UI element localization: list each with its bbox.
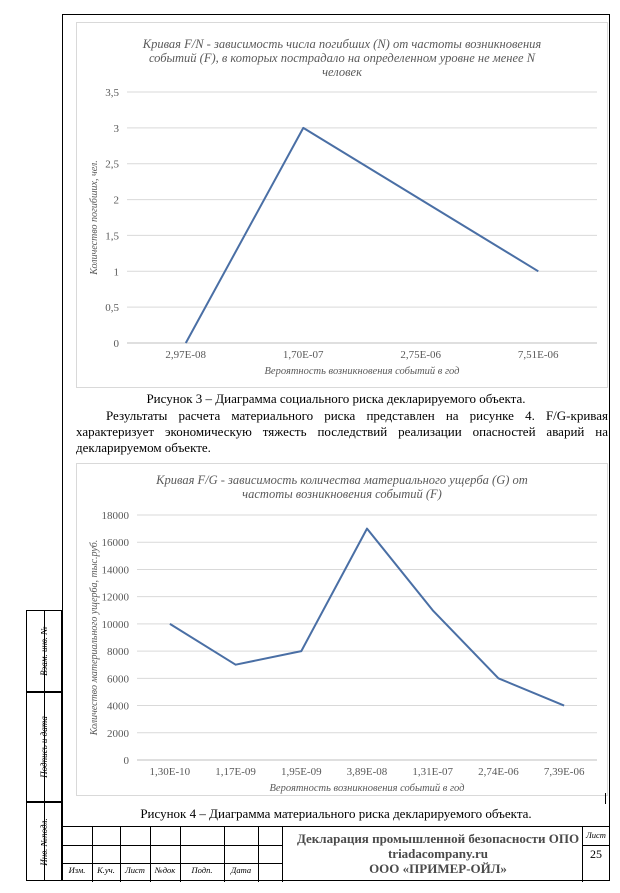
chart-fg-series-line xyxy=(170,529,564,706)
chart-fn-y-tick-label: 0,5 xyxy=(105,302,119,315)
chart-fg-title-line: Кривая F/G - зависимость количества материального ущерба (G) от xyxy=(156,473,528,487)
chart-fg-x-tick-label: 7,39E-06 xyxy=(543,766,585,778)
chart-fg-title-line: частоты возникновения событий (F) xyxy=(242,487,442,501)
chart-fn-x-tick-label: 2,97E-08 xyxy=(165,349,207,361)
stamp-label-sheet: Лист xyxy=(125,865,145,875)
chart-fg-y-tick-label: 14000 xyxy=(101,564,129,577)
chart-fn-y-tick-label: 3,5 xyxy=(105,87,119,99)
chart-fg-x-tick-label: 1,31E-07 xyxy=(412,766,454,778)
body-paragraph-text: Результаты расчета материального риска представлен на рисунке 4. F/G-кривая характеризует экономическую тяжесть последствий реализации опасностей аварий на декларируемом объекте. xyxy=(76,408,608,455)
chart-fn xyxy=(76,22,608,388)
title-block xyxy=(62,826,610,882)
chart-fg-x-axis-label: Вероятность возникновения событий в год xyxy=(269,783,465,794)
chart-fn-x-axis-label: Вероятность возникновения событий в год xyxy=(264,366,460,377)
stamp-label-change: Изм. xyxy=(68,865,86,875)
chart-fg-y-tick-label: 16000 xyxy=(101,537,129,550)
chart-fg-x-tick-label: 1,30E-10 xyxy=(149,766,191,778)
chart-fn-y-tick-label: 2 xyxy=(113,194,119,207)
chart-fn-x-tick-label: 1,70E-07 xyxy=(282,349,324,361)
chart-fn-y-tick-label: 1,5 xyxy=(105,230,119,243)
chart-fn-y-axis-label: Количество погибших, чел. xyxy=(89,160,100,275)
side-label: Подпись и дата xyxy=(39,716,49,778)
stamp-label-date: Дата xyxy=(230,865,252,875)
chart-fn-y-tick-label: 2,5 xyxy=(105,158,119,171)
chart-fg-x-tick-label: 1,17E-09 xyxy=(215,766,256,778)
chart-fg-y-axis-label: Количество материального ущерба, тыс.руб. xyxy=(89,539,100,736)
chart-fg-plot xyxy=(77,464,609,797)
chart-fg-y-tick-label: 0 xyxy=(123,755,129,767)
stamp-label-signature: Подп. xyxy=(191,865,213,875)
chart-fg-y-tick-label: 8000 xyxy=(107,646,129,659)
chart-fg-y-tick-label: 10000 xyxy=(101,618,129,631)
chart-fn-y-tick-label: 0 xyxy=(113,338,119,350)
chart-fn-x-tick-label: 2,75E-06 xyxy=(400,349,442,361)
document-site: triadacompany.ru xyxy=(387,846,489,861)
document-company: ООО «ПРИМЕР-ОЙЛ» xyxy=(369,861,507,876)
chart-fn-title-line: человек xyxy=(322,65,362,79)
stamp-label-doc: №док xyxy=(154,865,176,875)
stamp-label-count: К.уч. xyxy=(97,865,115,875)
side-label: Инв. №подл. xyxy=(39,817,49,866)
figure-3-caption: Рисунок 3 – Диаграмма социального риска декларируемого объекта. xyxy=(146,391,526,406)
chart-fn-y-tick-label: 3 xyxy=(113,122,119,135)
chart-fn-x-tick-label: 7,51E-06 xyxy=(517,349,559,361)
document-title xyxy=(282,831,594,876)
body-paragraph xyxy=(76,408,608,456)
side-column xyxy=(44,610,45,881)
chart-fg-y-tick-label: 18000 xyxy=(101,510,129,522)
chart-fg-y-tick-label: 2000 xyxy=(107,727,129,740)
chart-fg-y-tick-label: 12000 xyxy=(101,591,129,604)
sheet-number: 25 xyxy=(590,847,602,861)
sheet-label: Лист xyxy=(586,830,606,840)
chart-fg-x-tick-label: 3,89E-08 xyxy=(346,766,388,778)
chart-fg-y-tick-label: 6000 xyxy=(107,673,129,686)
chart-fn-title-line: Кривая F/N - зависимость числа погибших (N) от частоты возникновения xyxy=(142,37,542,51)
chart-fn-plot xyxy=(77,23,609,389)
chart-fn-y-tick-label: 1 xyxy=(113,266,119,279)
text-cursor xyxy=(605,793,606,804)
chart-fg-x-tick-label: 2,74E-06 xyxy=(478,766,519,778)
side-label: Взам. инв. № xyxy=(39,626,49,676)
chart-fg-x-tick-label: 1,95E-09 xyxy=(280,766,322,778)
chart-fg xyxy=(76,463,608,796)
document-title-line: Декларация промышленной безопасности ОПО xyxy=(296,831,580,846)
chart-fg-y-tick-label: 4000 xyxy=(107,700,129,713)
chart-fn-title-line: событий (F), в которых пострадало на определенном уровне не менее N xyxy=(148,51,536,65)
figure-4-caption: Рисунок 4 – Диаграмма материального риска декларируемого объекта. xyxy=(140,806,532,821)
